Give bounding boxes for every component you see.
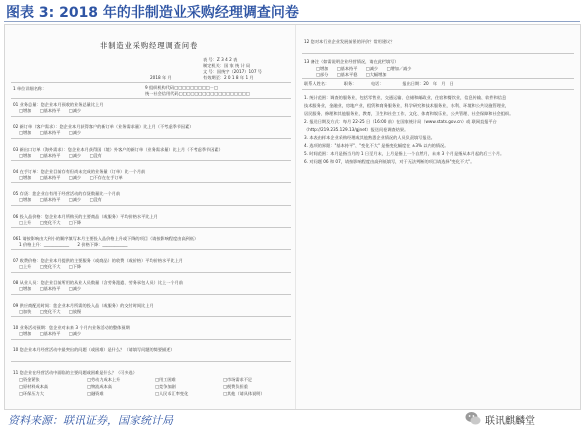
question-text: 07 收费价格：您企业本月提供的主要服务（或商品）的收费（或价格）平均价格水平比上月 [13, 258, 183, 264]
note-line: 3. 本表由样本企业采购经理或其他熟悉企业情况的人员负责填写报送。 [304, 135, 435, 140]
org-code: 9 组织机构代码□□□□□□□□□－□ [145, 85, 218, 90]
divider [11, 98, 291, 99]
q11-option: □用工困难 [155, 377, 176, 382]
q11-option: □环保压力大 [19, 391, 44, 396]
divider [11, 138, 291, 139]
question-options: □增加 □基本持平 □减少 □没有 [19, 152, 102, 158]
brand-name: 联讯麒麟堂 [485, 416, 535, 427]
form-year-month: 2018 年 月 [150, 75, 172, 80]
note-line: 4. 选项的界限："基本持平"、"变化不大" 是指变化幅度在 ±3% 以内的情况。 [304, 143, 449, 148]
questionnaire-scan [4, 24, 581, 410]
note-line: 居民服务、修理和其他服务业，教育，卫生和社会工作，文化、体育和娱乐业，公共管理、社会保障和社会组织。 [304, 111, 514, 116]
question-options: □加快 □变化不大 □放慢 [19, 308, 82, 314]
question-options: □增加 □基本持平 □减少 □不存在在手订单 [19, 174, 123, 180]
question-options: 1 价格上升：____________ 2 价格下降：____________ [19, 241, 128, 247]
question-text: 01 业务总量：您企业本月预收的业务总量比上月 [13, 102, 104, 107]
right-column [295, 25, 581, 409]
divider [11, 249, 291, 250]
source-note: 资料来源：联讯证券，国家统计局 [8, 414, 173, 427]
question-text: 04 在手订单：您企业目前存有但尚未完成的业务量（订单）比一个月前 [13, 168, 146, 174]
form-code: 表 号：Z 3 4 2 表 [203, 57, 238, 62]
divider [11, 182, 291, 183]
question-text: 10 您企业本月经营活动中最突出的问题（或困难）是什么？（请填写问题的简要描述） [13, 347, 175, 353]
note-line: 1. 统计范围：调查的服务业，包括零售业，交通运输、仓储和邮政业，住宿和餐饮业，信息传输、软件和信息 [304, 95, 507, 100]
q11-option: □人民币汇率变化 [155, 391, 189, 396]
question-options: □增加 □基本持平 □减少 □没有 [19, 197, 102, 203]
question-text: 10 业务活动预期：您企业对未来 3 个月内业务活动的整体预期 [13, 325, 130, 330]
form-approval: 文 号：国统字（2017）107 号 [203, 69, 262, 74]
divider [11, 361, 291, 362]
form-office: 制定机关：国 家 统 计 局 [203, 63, 251, 68]
question-text: 08 从业人员：您企业目前所用的从业人员数量（含劳务派遣、劳务承包人员）比上一个月前 [13, 280, 183, 286]
question-options: □上升 □变化不大 □下降 [19, 219, 82, 225]
question-options: □增加 □基本持平 □减少 [19, 331, 82, 336]
q11-option: □资金紧张 [19, 377, 40, 382]
q11-option: □竞争加剧 [155, 384, 176, 389]
report-header [0, 0, 584, 22]
note-line: （http://219.235.129.13/gjnet）报送问卷调查结果。 [304, 127, 409, 132]
wechat-icon [465, 411, 481, 426]
divider [11, 339, 291, 340]
question-options: □增加 □基本持平 □减少 [19, 130, 82, 136]
q11-option: □原材料成本高 [19, 384, 49, 389]
q11-option: □物流成本高 [87, 384, 112, 389]
figure-title: 图表 3: 2018 年的非制造业采购经理调查问卷 [6, 5, 299, 21]
question-text: 05 存货：您企业自有用于经营活动的存货数量比一个月前 [13, 191, 121, 197]
unit-name-label: 1 单位详细名称： [13, 86, 47, 91]
header-divider [4, 21, 580, 22]
divider [11, 227, 291, 228]
note-line: 6. 对问题 06 和 07，请按影响程度由高到低填写，对于无法判断的项目请选择"变化不大"。 [304, 159, 475, 164]
q11-option: □税费负担重 [223, 384, 248, 389]
question-options: □上升 □变化不大 □下降 [19, 264, 82, 270]
divider [11, 316, 291, 317]
q11-option: □劳动力成本上升 [87, 377, 121, 382]
divider [11, 82, 291, 83]
form-title: 非制造业采购经理调查问卷 [100, 41, 199, 50]
form-validity: 有效期至：2 0 1 8 年 1 月 [203, 75, 254, 80]
q11-option: □融资难 [87, 391, 104, 396]
note-line: 2. 报送日期及方式：每月 22-25 日（16:00 前）在国家统计局（www.stats.gov.cn）或 联网直报平台 [304, 119, 497, 124]
divider [302, 53, 574, 54]
option-row: □部分 □基本平稳 □大幅增加 [316, 72, 387, 77]
divider [11, 116, 291, 117]
q12-question: 12 您对本行业企业发展前景的评价？常用建议？ [304, 39, 395, 44]
divider [11, 160, 291, 161]
note-line: 5. 时间范围：本月是指当月的 1 日至月末，上月是指上一个自然月，未来 3 个月是指从本月起的后三个月。 [304, 151, 505, 156]
contact-row: 联系人姓名： 职务： 电话： 报出日期：20 年 月 日 [304, 81, 454, 86]
q11-question: 11 您企业在经营活动中面临的主要问题或困难是什么？（可多选） [13, 370, 137, 375]
question-text: 09 供应商配送时间：您企业本月所需的投入品（或服务）的交付时间比上月 [13, 302, 154, 308]
question-text: 03 新出口订单（海外需求）：您企业本月获得国（境）外客户的新订单（业务需求量）比上月（不考虑季节因素） [13, 146, 223, 152]
divider [11, 205, 291, 206]
q13-question: 13 备注（如需说明企业经营情况，请在此栏填写） [304, 59, 399, 64]
left-column [5, 25, 295, 409]
question-options: □增加 □基本持平 □减少 [19, 286, 82, 292]
q11-option: □市场需求不足 [223, 377, 253, 382]
question-text: 06 投入品价格：您企业本月所购买的主要商品（或服务）平均价格水平比上月 [13, 213, 158, 219]
question-text: 02 新订单（客户需求）：您企业本月获得客户的新订单（业务需求量）比上月（不考虑季节因素） [13, 124, 194, 130]
credit-code: 统一社会信用代码□□□□□□□□□□□□□□□□□□ [145, 91, 250, 96]
question-options: □增加 □基本持平 □减少 [19, 108, 82, 113]
note-line: 技术服务业，金融业，房地产业，租赁和商务服务业，科学研究和技术服务业，水利、环境和公共设施管理业， [304, 103, 510, 108]
option-row: □增加 □基本持平 □减少 □增加／减少 [316, 66, 412, 71]
q11-option: □其他（请具体说明） [223, 391, 265, 396]
divider [302, 78, 574, 79]
divider [11, 294, 291, 295]
divider [302, 89, 574, 90]
brand-logo [465, 410, 575, 428]
divider [11, 272, 291, 273]
question-text: 061 请按影响由大到小的顺序填写本月主要投入品价格上升或下降的项目（请按影响程度由高到低） [13, 235, 199, 241]
